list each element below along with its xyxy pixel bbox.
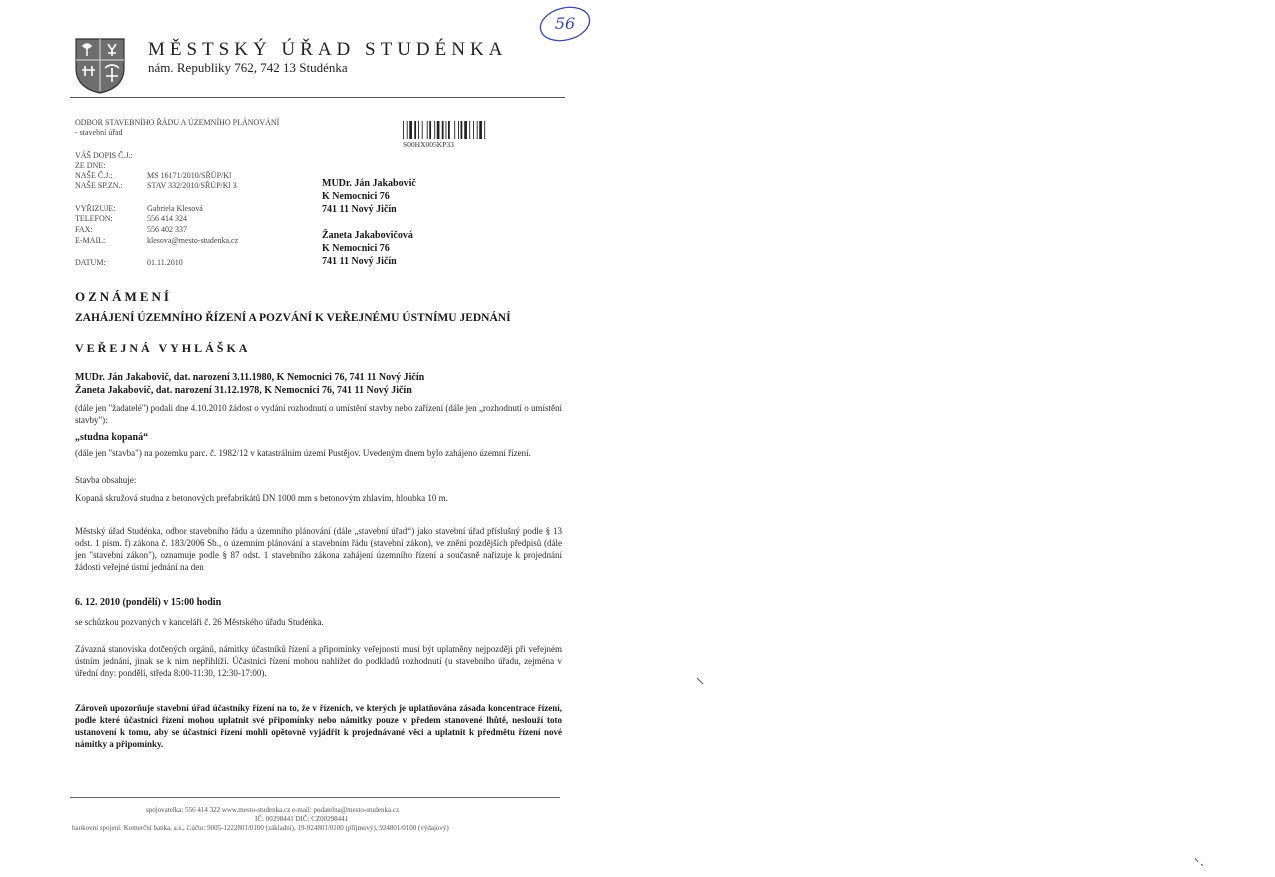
meta-label: NAŠE SP.ZN.: [75, 181, 123, 190]
barcode-bar [407, 121, 408, 139]
barcode-bar [414, 121, 416, 139]
addressee-street: K Nemocnici 76 [322, 243, 390, 254]
barcode-bar [469, 121, 470, 139]
barcode-bar [461, 121, 463, 139]
barcode-bar [422, 121, 423, 139]
barcode-bar [418, 121, 419, 139]
paragraph-notice: Zároveň upozorňuje stavební úřad účastníky řízení na to, že v řízeních, ve kterých je uplatňována zásada koncentrace řízení, podle které účastníci řízení mohou uplatnit své připomínky nebo námitky pouze v předem stanovené lhůtě, neslouží toto ustanovení k tomu, aby se účastníci řízení mohli opětovně vyjádřit k projednávané věci a uplatnit k předmětu řízení nové námitky a připomínky. [75, 703, 562, 749]
meta-label: E-MAIL: [75, 236, 106, 245]
barcode-bar [477, 121, 478, 139]
barcode-bar [454, 121, 455, 139]
stamp-number: 56 [554, 14, 576, 33]
department-block [75, 118, 279, 138]
barcode-bar [442, 121, 444, 139]
footer-bank: bankovní spojení: Komerční banka, a.s., č.účtu: 9005-1222801/0100 (základní), 19-924801/0100 (příjmový), 924801/0100 (výdajový) [72, 824, 449, 832]
paragraph-objections: Závazná stanoviska dotčených orgánů, námitky účastníků řízení a připomínky veřejnosti musí být uplatněny nejpozději při veřejném ústním jednání, jinak se k nim nepřihlíží. Účastníci řízení mohou nahlížet do podkladů rozhodnutí (u stavebního úřadu, zejména v úřední dny: pondělí, středa 8:00-11:30, 12:30-17:00). [75, 644, 562, 678]
paragraph-contents: Kopaná skružová studna z betonových prefabrikátů DN 1000 mm s betonovým zhlavím, hloubka 10 m. [75, 493, 448, 503]
barcode-bar [403, 121, 404, 139]
meta-value: klesova@mesto-studenka.cz [147, 236, 239, 245]
meta-value: Gabriela Klesová [147, 204, 203, 213]
meta-value: 556 414 324 [147, 214, 187, 223]
addressee-name: MUDr. Ján Jakabovič [322, 178, 416, 189]
addressee-block [322, 177, 416, 216]
barcode-bar [448, 121, 450, 139]
meta-value: 01.11.2010 [147, 258, 183, 267]
meta-label: TELEFON: [75, 214, 113, 223]
city-crest-logo [75, 38, 125, 94]
applicants-block [75, 371, 424, 397]
meta-label: VYŘIZUJE: [75, 204, 116, 213]
paragraph-location: se schůzkou pozvaných v kanceláři č. 26 Městského úřadu Studénka. [75, 617, 324, 627]
meta-value: STAV 332/2010/SŘÚP/Kl 3 [147, 181, 237, 190]
footer-contacts: spojovatelka: 556 414 322 www.mesto-studenka.cz e-mail: podatelna@mesto-studenka.cz [146, 806, 400, 814]
barcode-bar [464, 121, 467, 139]
barcode-icon [403, 121, 511, 139]
addressee-street: K Nemocnici 76 [322, 191, 390, 202]
barcode-bar [409, 121, 412, 139]
department-name: ODBOR STAVEBNÍHO ŘÁDU A ÚZEMNÍHO PLÁNOVÁNÍ [75, 118, 280, 127]
addressee-city: 741 11 Nový Jičín [322, 256, 397, 267]
barcode-bar [437, 121, 440, 139]
applicant-line: MUDr. Ján Jakabovič, dat. narození 3.11.1980, K Nemocnici 76, 741 11 Nový Jičín [75, 372, 425, 383]
office-name: MĚSTSKÝ ÚŘAD STUDÉNKA [148, 39, 508, 60]
addressee-name: Žaneta Jakabovičová [322, 230, 413, 241]
meta-label: DATUM: [75, 258, 106, 267]
footer-divider [70, 797, 560, 798]
meta-value: MS 16171/2010/SŘÚP/Kl [147, 171, 232, 180]
barcode-bar [446, 121, 447, 139]
barcode-bar [458, 121, 459, 139]
project-name: „studna kopaná“ [75, 432, 149, 443]
department-subname: - stavební úřad [75, 128, 123, 137]
page-number-stamp [538, 3, 592, 43]
document-subtitle: ZAHÁJENÍ ÚZEMNÍHO ŘÍZENÍ A POZVÁNÍ K VEŘEJNÉMU ÚSTNÍMU JEDNÁNÍ [75, 312, 511, 324]
paragraph-authority: Městský úřad Studénka, odbor stavebního řádu a územního plánování (dále „stavební úřad“) jako stavební úřad příslušný podle § 13 odst. 1 písm. f) zákona č. 183/2006 Sb., o územním plánování a stavebním řádu (stavební zákon), ve znění pozdějších předpisů (dále jen "stavební zákon"), oznamuje podle § 87 odst. 1 stavebního zákona zahájení územního řízení a současně nařizuje k projednání žádosti veřejné ústní jednání na den [75, 526, 562, 572]
hearing-date: 6. 12. 2010 (pondělí) v 15:00 hodin [75, 597, 222, 608]
addressee-block [322, 229, 413, 268]
barcode-bar [427, 121, 428, 139]
paragraph-contents-title: Stavba obsahuje: [75, 475, 137, 485]
applicant-line: Žaneta Jakabovič, dat. narození 31.12.1978, K Nemocnici 76, 741 11 Nový Jičín [75, 385, 412, 396]
header-divider [70, 97, 565, 98]
paragraph-request: (dále jen "žadatelé") podali dne 4.10.2010 žádost o vydání rozhodnutí o umístění stavby nebo zařízení (dále jen „rozhodnutí o umístění stavby"): [75, 403, 562, 425]
footer-ids: IČ: 00298441 DIČ: CZ00298441 [255, 815, 349, 823]
barcode-text: S00HX005KP33 [403, 140, 454, 149]
public-notice-heading: VEŘEJNÁ VYHLÁŠKA [75, 341, 251, 355]
barcode-bar [473, 121, 474, 139]
meta-label: VÁŠ DOPIS Č.J.: [75, 151, 133, 160]
barcode-bar [484, 121, 485, 139]
barcode-bar [429, 121, 431, 139]
barcode-bar [479, 121, 482, 139]
barcode-bar [434, 121, 435, 139]
addressee-city: 741 11 Nový Jičín [322, 204, 397, 215]
meta-label: NAŠE Č.J.: [75, 171, 113, 180]
meta-label: ZE DNE: [75, 161, 106, 170]
office-address: nám. Republiky 762, 742 13 Studénka [148, 60, 348, 75]
meta-label: FAX: [75, 225, 93, 234]
meta-value: 556 402 337 [147, 225, 187, 234]
document-title: OZNÁMENÍ [75, 289, 172, 304]
paragraph-plot: (dále jen "stavba") na pozemku parc. č. 1982/12 v katastrálním území Pustějov. Uvedeným dnem bylo zahájeno územní řízení. [75, 448, 531, 458]
